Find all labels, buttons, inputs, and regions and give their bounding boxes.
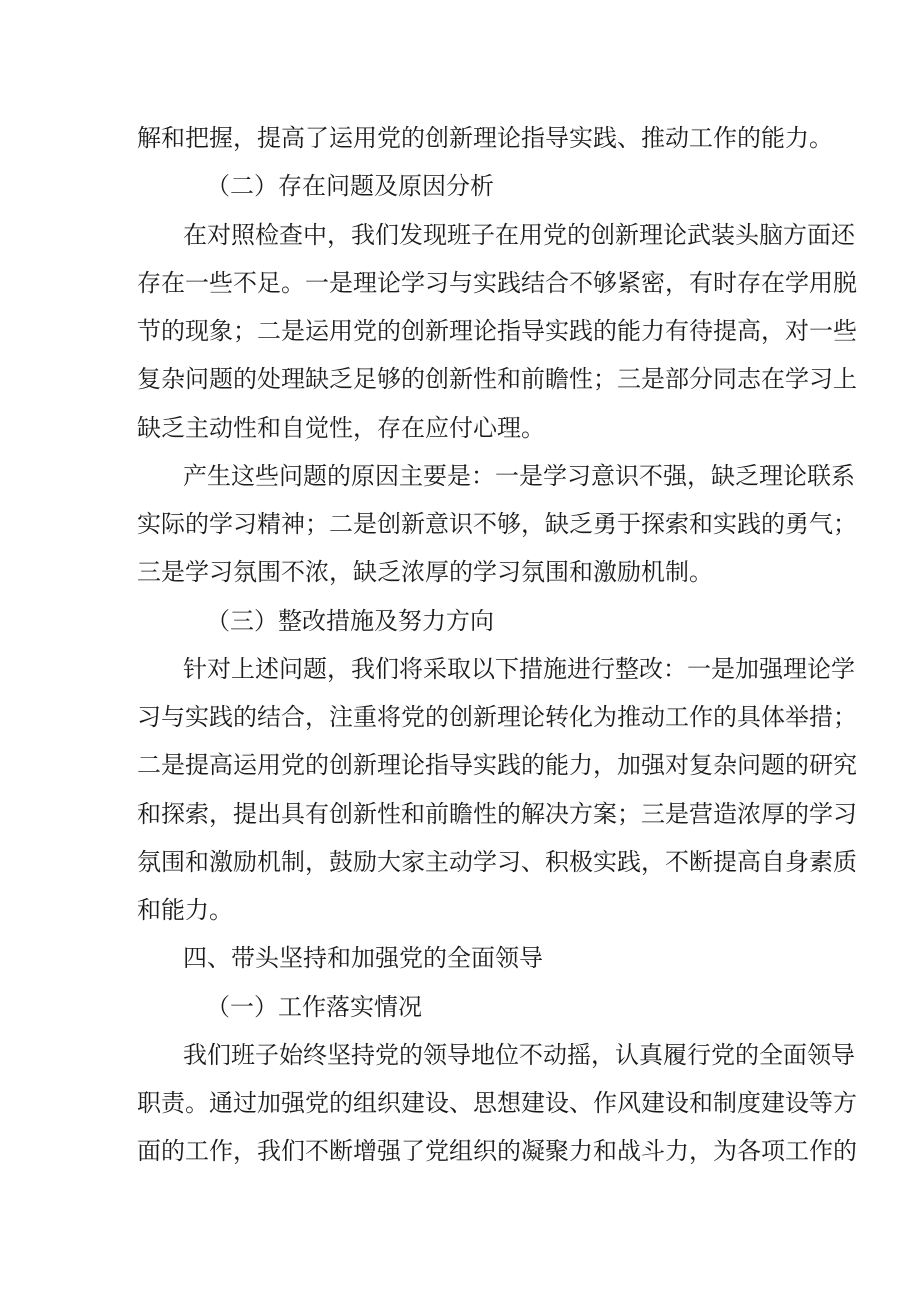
paragraph-line: 和探索，提出具有创新性和前瞻性的解决方案；三是营造浓厚的学习 [137, 800, 857, 828]
paragraph-line: 习与实践的结合，注重将党的创新理论转化为推动工作的具体举措； [137, 703, 857, 731]
section-heading: （三）整改措施及努力方向 [206, 607, 494, 635]
paragraph-line: 在对照检查中，我们发现班子在用党的创新理论武装头脑方面还 [183, 221, 855, 249]
chapter-heading: 四、带头坚持和加强党的全面领导 [183, 944, 543, 972]
paragraph-line: 缺乏主动性和自觉性，存在应付心理。 [137, 414, 545, 442]
paragraph-line: 复杂问题的处理缺乏足够的创新性和前瞻性；三是部分同志在学习上 [137, 365, 857, 393]
paragraph-line: 针对上述问题，我们将采取以下措施进行整改：一是加强理论学 [183, 655, 855, 683]
section-heading: （二）存在问题及原因分析 [206, 172, 494, 200]
paragraph-line: 实际的学习精神；二是创新意识不够，缺乏勇于探索和实践的勇气； [137, 510, 857, 538]
paragraph-line: 面的工作，我们不断增强了党组织的凝聚力和战斗力，为各项工作的 [137, 1137, 857, 1165]
paragraph-line: 存在一些不足。一是理论学习与实践结合不够紧密，有时存在学用脱 [137, 269, 857, 297]
paragraph-line: 职责。通过加强党的组织建设、思想建设、作风建设和制度建设等方 [137, 1089, 857, 1117]
paragraph-line: 三是学习氛围不浓，缺乏浓厚的学习氛围和激励机制。 [137, 558, 713, 586]
paragraph-line: 我们班子始终坚持党的领导地位不动摇，认真履行党的全面领导 [183, 1041, 855, 1069]
paragraph-line: 产生这些问题的原因主要是：一是学习意识不强，缺乏理论联系 [183, 462, 855, 490]
paragraph-line: 节的现象；二是运用党的创新理论指导实践的能力有待提高，对一些 [137, 317, 857, 345]
paragraph-line: 和能力。 [137, 896, 233, 924]
paragraph-line: 氛围和激励机制，鼓励大家主动学习、积极实践，不断提高自身素质 [137, 848, 857, 876]
paragraph-line: 解和把握，提高了运用党的创新理论指导实践、推动工作的能力。 [137, 124, 833, 152]
paragraph-line: 二是提高运用党的创新理论指导实践的能力，加强对复杂问题的研究 [137, 751, 857, 779]
section-heading: （一）工作落实情况 [206, 993, 422, 1021]
